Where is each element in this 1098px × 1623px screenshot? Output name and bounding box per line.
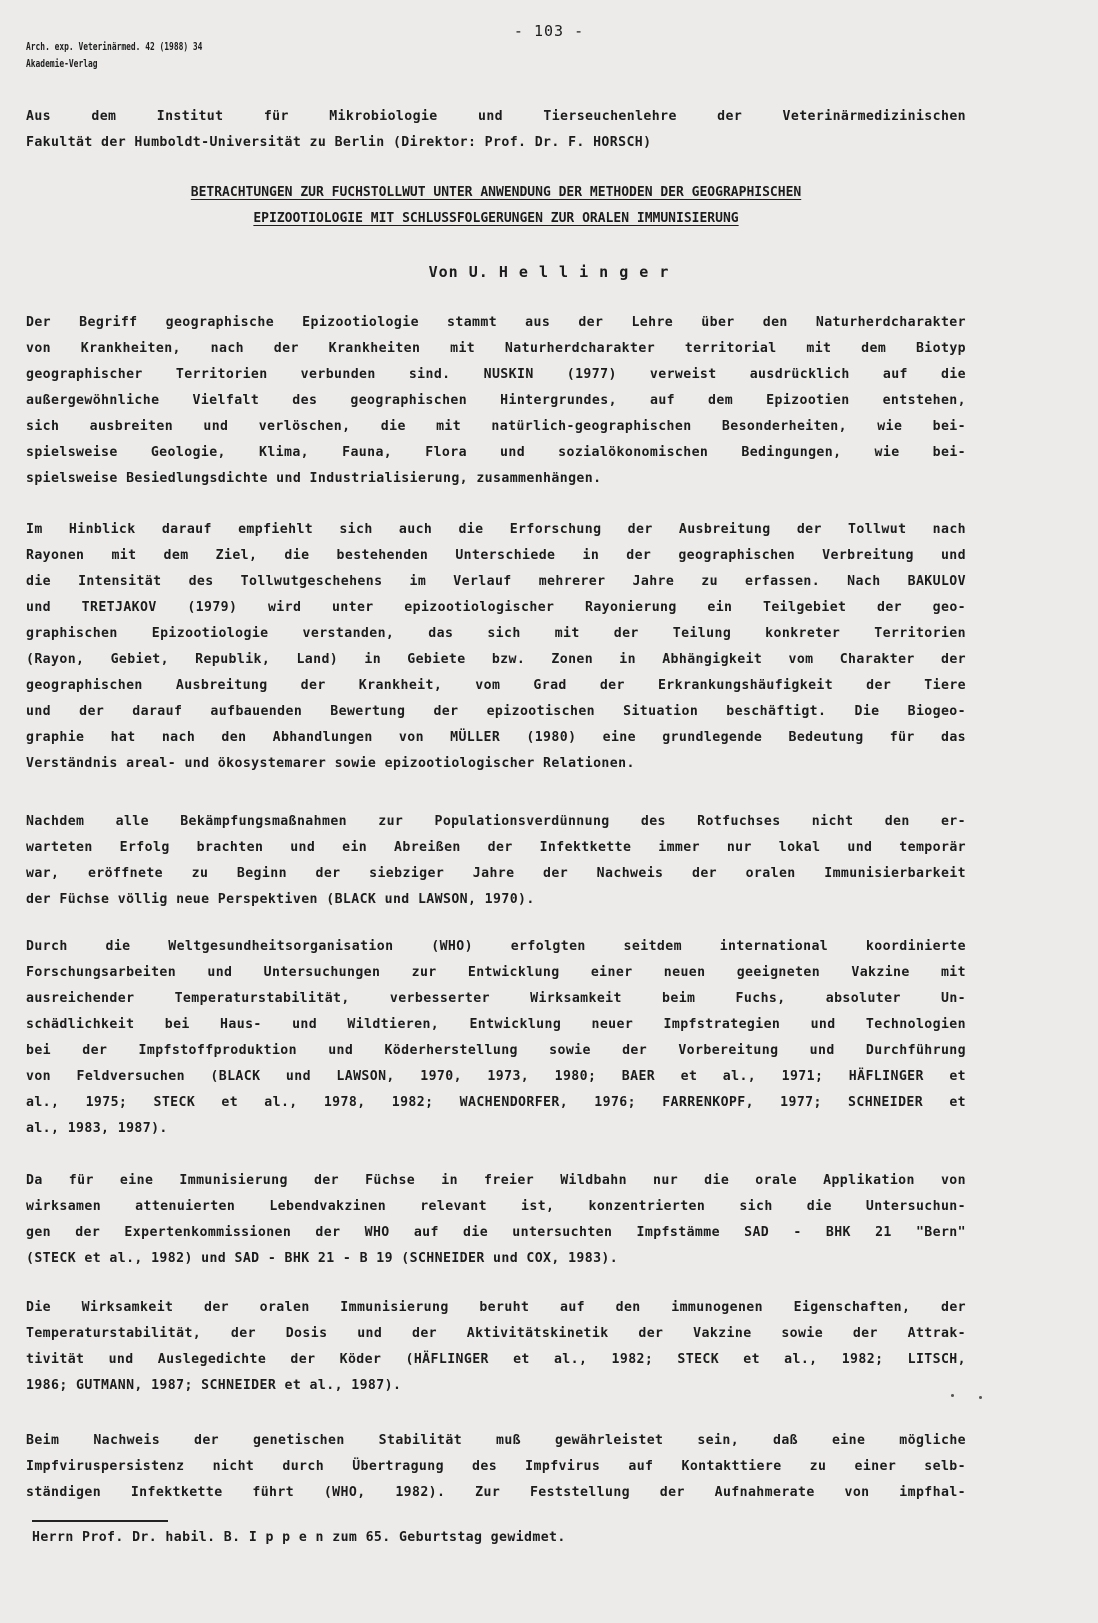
publisher-line: Akademie-Verlag bbox=[26, 57, 98, 70]
text-line: Nachdem alle Bekämpfungsmaßnahmen zur Populationsverdünnung des Rotfuchses nicht den er- bbox=[26, 814, 966, 829]
text-line: (Rayon, Gebiet, Republik, Land) in Gebiete bzw. Zonen in Abhängigkeit vom Charakter der bbox=[26, 652, 966, 667]
text-line: war, eröffnete zu Beginn der siebziger Jahre der Nachweis der oralen Immunisierbarkeit bbox=[26, 866, 966, 881]
text-line: und der darauf aufbauenden Bewertung der epizootischen Situation beschäftigt. Die Biogeo- bbox=[26, 704, 966, 719]
text-line: tivität und Auslegedichte der Köder (HÄFLINGER et al., 1982; STECK et al., 1982; LITSCH, bbox=[26, 1352, 966, 1367]
text-line: Beim Nachweis der genetischen Stabilität muß gewährleistet sein, daß eine mögliche bbox=[26, 1433, 966, 1448]
paragraph bbox=[26, 809, 966, 913]
journal-line: Arch. exp. Veterinärmed. 42 (1988) 34 bbox=[26, 40, 203, 53]
text-line: al., 1983, 1987). bbox=[26, 1121, 168, 1136]
text-line: al., 1975; STECK et al., 1978, 1982; WACHENDORFER, 1976; FARRENKOPF, 1977; SCHNEIDER et bbox=[26, 1095, 966, 1110]
article-title bbox=[26, 180, 966, 232]
footnote-divider bbox=[32, 1520, 168, 1522]
text-line: von Feldversuchen (BLACK und LAWSON, 1970, 1973, 1980; BAER et al., 1971; HÄFLINGER et bbox=[26, 1069, 966, 1084]
text-line: und TRETJAKOV (1979) wird unter epizootiologischer Rayonierung ein Teilgebiet der geo- bbox=[26, 600, 966, 615]
text-line: gen der Expertenkommissionen der WHO auf die untersuchten Impfstämme SAD - BHK 21 "Bern" bbox=[26, 1225, 966, 1240]
text-line: ständigen Infektkette führt (WHO, 1982). Zur Feststellung der Aufnahmerate von impfhal- bbox=[26, 1485, 966, 1500]
text-line: der Füchse völlig neue Perspektiven (BLACK und LAWSON, 1970). bbox=[26, 892, 535, 907]
speck-mark bbox=[979, 1396, 982, 1399]
text-line: geographischer Territorien verbunden sind. NUSKIN (1977) verweist ausdrücklich auf die bbox=[26, 367, 966, 382]
speck-mark bbox=[951, 1394, 954, 1397]
journal-reference bbox=[26, 38, 202, 72]
page-number: - 103 - bbox=[513, 22, 585, 40]
text-line: Im Hinblick darauf empfiehlt sich auch die Erforschung der Ausbreitung der Tollwut nach bbox=[26, 522, 966, 537]
text-line: 1986; GUTMANN, 1987; SCHNEIDER et al., 1987). bbox=[26, 1378, 402, 1393]
text-line: Impfviruspersistenz nicht durch Übertragung des Impfvirus auf Kontakttiere zu einer selb- bbox=[26, 1459, 966, 1474]
text-line: wirksamen attenuierten Lebendvakzinen relevant ist, konzentrierten sich die Untersuchun- bbox=[26, 1199, 966, 1214]
text-line: (STECK et al., 1982) und SAD - BHK 21 - B 19 (SCHNEIDER und COX, 1983). bbox=[26, 1251, 619, 1266]
paragraph bbox=[26, 517, 966, 777]
author-line: Von U. H e l l i n g e r bbox=[428, 263, 670, 281]
text-line: geographischen Ausbreitung der Krankheit, vom Grad der Erkrankungshäufigkeit der Tiere bbox=[26, 678, 966, 693]
footnote: Herrn Prof. Dr. habil. B. I p p e n zum 65. Geburtstag gewidmet. bbox=[32, 1530, 566, 1545]
text-line: von Krankheiten, nach der Krankheiten mit Naturherdcharakter territorial mit dem Biotyp bbox=[26, 341, 966, 356]
paragraph bbox=[26, 934, 966, 1142]
text-line: Rayonen mit dem Ziel, die bestehenden Unterschiede in der geographischen Verbreitung und bbox=[26, 548, 966, 563]
text-line: graphie hat nach den Abhandlungen von MÜLLER (1980) eine grundlegende Bedeutung für das bbox=[26, 730, 966, 745]
text-line: ausreichender Temperaturstabilität, verbesserter Wirksamkeit beim Fuchs, absoluter Un- bbox=[26, 991, 966, 1006]
institute-affiliation bbox=[26, 104, 966, 156]
text-line: außergewöhnliche Vielfalt des geographischen Hintergrundes, auf dem Epizootien entstehen, bbox=[26, 393, 966, 408]
paragraph bbox=[26, 1168, 966, 1272]
text-line: Verständnis areal- und ökosystemarer sowie epizootiologischer Relationen. bbox=[26, 756, 635, 771]
text-line: Temperaturstabilität, der Dosis und der Aktivitätskinetik der Vakzine sowie der Attrak- bbox=[26, 1326, 966, 1341]
text-line: Forschungsarbeiten und Untersuchungen zur Entwicklung einer neuen geeigneten Vakzine mit bbox=[26, 965, 966, 980]
text-line: spielsweise Geologie, Klima, Fauna, Flora und sozialökonomischen Bedingungen, wie bei- bbox=[26, 445, 966, 460]
paragraph bbox=[26, 310, 966, 492]
text-line: spielsweise Besiedlungsdichte und Industrialisierung, zusammenhängen. bbox=[26, 471, 602, 486]
institute-line: Fakultät der Humboldt-Universität zu Berlin (Direktor: Prof. Dr. F. HORSCH) bbox=[26, 135, 652, 150]
text-line: Durch die Weltgesundheitsorganisation (WHO) erfolgten seitdem international koordinierte bbox=[26, 939, 966, 954]
text-line: sich ausbreiten und verlöschen, die mit natürlich-geographischen Besonderheiten, wie bei- bbox=[26, 419, 966, 434]
paragraph bbox=[26, 1295, 966, 1399]
title-line: BETRACHTUNGEN ZUR FUCHSTOLLWUT UNTER ANWENDUNG DER METHODEN DER GEOGRAPHISCHEN bbox=[190, 185, 802, 200]
text-line: die Intensität des Tollwutgeschehens im Verlauf mehrerer Jahre zu erfassen. Nach BAKULOV bbox=[26, 574, 966, 589]
text-line: schädlichkeit bei Haus- und Wildtieren, Entwicklung neuer Impfstrategien und Technologien bbox=[26, 1017, 966, 1032]
institute-line: Aus dem Institut für Mikrobiologie und Tierseuchenlehre der Veterinärmedizinischen bbox=[26, 109, 966, 124]
title-line: EPIZOOTIOLOGIE MIT SCHLUSSFOLGERUNGEN ZUR ORALEN IMMUNISIERUNG bbox=[253, 211, 739, 226]
text-line: Der Begriff geographische Epizootiologie stammt aus der Lehre über den Naturherdcharakter bbox=[26, 315, 966, 330]
text-line: graphischen Epizootiologie verstanden, das sich mit der Teilung konkreter Territorien bbox=[26, 626, 966, 641]
text-line: warteten Erfolg brachten und ein Abreißen der Infektkette immer nur lokal und temporär bbox=[26, 840, 966, 855]
text-line: bei der Impfstoffproduktion und Köderherstellung sowie der Vorbereitung und Durchführung bbox=[26, 1043, 966, 1058]
text-line: Da für eine Immunisierung der Füchse in freier Wildbahn nur die orale Applikation von bbox=[26, 1173, 966, 1188]
paragraph bbox=[26, 1428, 966, 1506]
text-line: Die Wirksamkeit der oralen Immunisierung beruht auf den immunogenen Eigenschaften, der bbox=[26, 1300, 966, 1315]
